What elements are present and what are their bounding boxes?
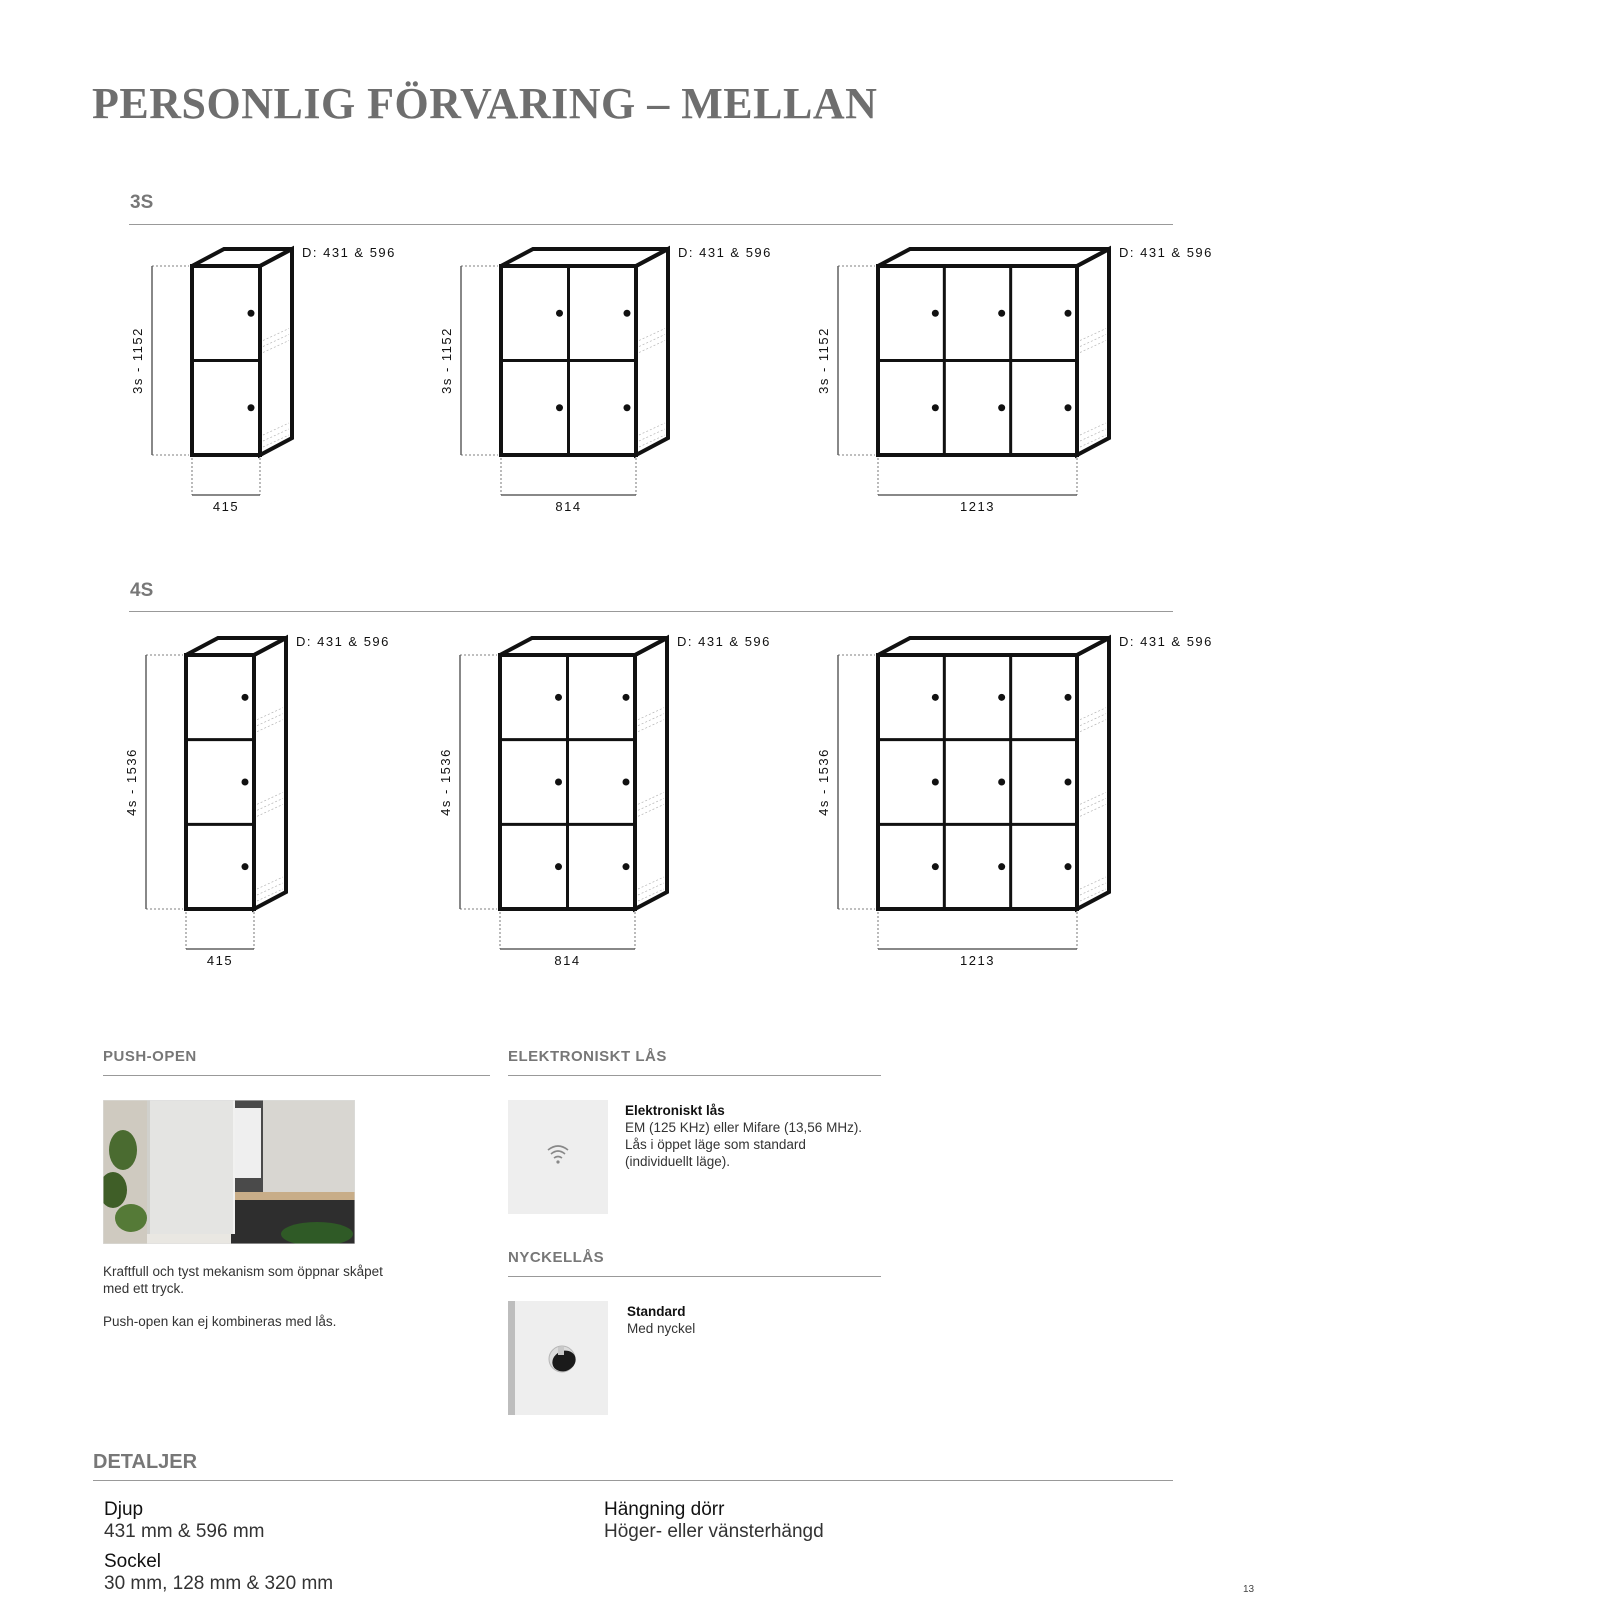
- cabinet-4s-2col-knob: [623, 779, 630, 786]
- cabinet-4s-3col-depth-label: D: 431 & 596: [1119, 634, 1213, 649]
- cabinet-3s-3col-knob: [998, 404, 1005, 411]
- push-open-description: Kraftfull och tyst mekanism som öppnar skåpet med ett tryck.: [103, 1264, 383, 1296]
- cabinet-4s-1col-knob: [242, 694, 249, 701]
- electronic-lock-heading: ELEKTRONISKT LÅS: [508, 1048, 667, 1065]
- cabinet-4s-1col-side-hatch: [257, 804, 283, 816]
- cabinet-3s-2col-side-hatch: [639, 423, 665, 435]
- cabinet-4s-2col-knob: [555, 863, 562, 870]
- cabinet-4s-2col-knob: [555, 694, 562, 701]
- cabinet-4s-1col-side-hatch: [257, 714, 283, 726]
- cabinet-4s-3col-top: [878, 638, 1109, 655]
- key-lock-text: [627, 1303, 867, 1337]
- cabinet-3s-2col-knob: [556, 310, 563, 317]
- cabinet-3s-1col-side-hatch: [263, 429, 289, 441]
- cabinet-4s-3col-knob: [998, 779, 1005, 786]
- cabinet-3s-1col-knob: [248, 310, 255, 317]
- electronic-lock-line-2: Lås i öppet läge som standard: [625, 1137, 806, 1152]
- cabinet-4s-3col-knob: [998, 863, 1005, 870]
- cabinet-4s-1col-side-hatch: [257, 798, 283, 810]
- cabinet-3s-3col-knob: [998, 310, 1005, 317]
- cabinet-4s-3col-side-hatch: [1080, 798, 1106, 810]
- cabinet-4s-1col-side-hatch: [257, 708, 283, 720]
- detail-djup-label: Djup: [104, 1499, 144, 1520]
- cabinet-4s-1col-side-hatch: [257, 792, 283, 804]
- cabinet-4s-1col-side-hatch: [257, 877, 283, 889]
- electronic-lock-line-3: (individuellt läge).: [625, 1154, 731, 1169]
- cabinet-4s-3col-side-hatch: [1080, 877, 1106, 889]
- cabinet-4s-3col-side: [1077, 638, 1109, 909]
- cabinet-4s-3col-height-label: 4s - 1536: [816, 748, 831, 816]
- cabinet-3s-2col-knob: [624, 404, 631, 411]
- cabinet-3s-1col-side-hatch: [263, 329, 289, 341]
- cabinet-4s-3col-knob: [1065, 863, 1072, 870]
- detail-djup-value: 431 mm & 596 mm: [104, 1521, 265, 1542]
- electronic-lock-title: Elektroniskt lås: [625, 1103, 725, 1118]
- cabinet-3s-3col-side-hatch: [1080, 341, 1106, 353]
- cabinet-4s-1col-depth-label: D: 431 & 596: [296, 634, 390, 649]
- details-heading: DETALJER: [93, 1451, 198, 1473]
- cabinet-4s-3col-side-hatch: [1080, 804, 1106, 816]
- cabinet-4s-1col-side: [254, 638, 286, 909]
- cabinet-4s-3col-knob: [998, 694, 1005, 701]
- cabinet-3s-1col-depth-label: D: 431 & 596: [302, 245, 396, 260]
- cabinet-3s-2col-depth-label: D: 431 & 596: [678, 245, 772, 260]
- push-open-heading: PUSH-OPEN: [103, 1048, 197, 1065]
- cabinet-3s-1col-height-label: 3s - 1152: [130, 327, 145, 394]
- cabinet-4s-2col-side: [635, 638, 667, 909]
- cabinet-3s-2col-knob: [624, 310, 631, 317]
- push-open-note: Push-open kan ej kombineras med lås.: [103, 1314, 337, 1329]
- cabinet-3s-2col-side-hatch: [639, 429, 665, 441]
- cabinet-4s-3col-side-hatch: [1080, 792, 1106, 804]
- cabinet-4s-1col-side-hatch: [257, 720, 283, 732]
- cabinet-4s-3col-front: [878, 655, 1077, 909]
- key-lock-rule: [508, 1276, 881, 1277]
- cabinet-4s-2col-side-hatch: [638, 804, 664, 816]
- cabinet-3s-3col-side-hatch: [1080, 429, 1106, 441]
- key-lock-heading: NYCKELLÅS: [508, 1249, 605, 1266]
- cabinet-4s-2col-height-label: 4s - 1536: [438, 748, 453, 816]
- cabinet-4s-2col-side-hatch: [638, 720, 664, 732]
- cabinet-3s-3col-side-hatch: [1080, 423, 1106, 435]
- detail-sockel-label: Sockel: [104, 1551, 162, 1572]
- cabinet-4s-3col-knob: [932, 779, 939, 786]
- push-open-rule: [103, 1075, 490, 1076]
- cabinet-4s-3col-knob: [932, 694, 939, 701]
- detail-hang-label: Hängning dörr: [604, 1499, 725, 1520]
- wifi-icon: [508, 1100, 608, 1214]
- key-lock-title: Standard: [627, 1304, 686, 1319]
- cabinet-4s-3col-knob: [932, 863, 939, 870]
- cabinet-3s-3col-knob: [1065, 404, 1072, 411]
- electronic-lock-text: [625, 1102, 885, 1170]
- cabinet-3s-3col-width-label: 1213: [960, 499, 995, 514]
- page-title: PERSONLIG FÖRVARING – MELLAN: [92, 79, 878, 128]
- cabinet-4s-2col-knob: [623, 694, 630, 701]
- cabinet-3s-2col-side-hatch: [639, 341, 665, 353]
- cabinet-3s-1col-width-label: 415: [212, 499, 240, 514]
- cabinet-3s-1col-side-hatch: [263, 341, 289, 353]
- cabinet-4s-2col-knob: [555, 779, 562, 786]
- cabinet-4s-3col-knob: [1065, 779, 1072, 786]
- cabinet-3s-2col-knob: [556, 404, 563, 411]
- cabinet-3s-2col-height-label: 3s - 1152: [439, 327, 454, 394]
- cabinet-4s-2col-side-hatch: [638, 708, 664, 720]
- cabinet-4s-2col-depth-label: D: 431 & 596: [677, 634, 771, 649]
- push-open-photo: [103, 1100, 355, 1244]
- electronic-lock-photo: [508, 1100, 608, 1214]
- cabinet-4s-2col-side-hatch: [638, 883, 664, 895]
- cabinet-3s-3col-depth-label: D: 431 & 596: [1119, 245, 1213, 260]
- section-label-4s: 4S: [130, 580, 154, 601]
- cabinet-3s-3col-side-hatch: [1080, 335, 1106, 347]
- page-number: 13: [1243, 1584, 1255, 1595]
- cabinet-4s-3col-side-hatch: [1080, 720, 1106, 732]
- cabinet-4s-3col-side-hatch: [1080, 883, 1106, 895]
- cabinet-4s-1col-knob: [242, 779, 249, 786]
- cabinet-4s-2col-width-label: 814: [554, 953, 581, 968]
- cabinet-4s-3col-knob: [1065, 694, 1072, 701]
- detail-sockel-value: 30 mm, 128 mm & 320 mm: [104, 1573, 334, 1594]
- cabinet-3s-2col-side-hatch: [639, 329, 665, 341]
- section-label-3s: 3S: [130, 192, 154, 213]
- cabinet-3s-3col-height-label: 3s - 1152: [816, 327, 831, 394]
- key-lock-photo: [508, 1301, 608, 1415]
- cabinet-4s-1col-width-label: 415: [206, 953, 234, 968]
- cabinet-3s-3col-side-hatch: [1080, 329, 1106, 341]
- cabinet-4s-3col-width-label: 1213: [960, 953, 995, 968]
- cabinet-4s-2col-side-hatch: [638, 877, 664, 889]
- cabinet-3s-3col-knob: [932, 310, 939, 317]
- cabinet-4s-1col-height-label: 4s - 1536: [124, 748, 139, 816]
- details-rule: [93, 1480, 1173, 1481]
- cabinet-4s-2col-side-hatch: [638, 714, 664, 726]
- electronic-lock-rule: [508, 1075, 881, 1076]
- cabinet-4s-3col-side-hatch: [1080, 714, 1106, 726]
- cabinet-4s-2col-side-hatch: [638, 792, 664, 804]
- cabinet-3s-3col-knob: [1065, 310, 1072, 317]
- cabinet-3s-2col-side-hatch: [639, 335, 665, 347]
- push-open-text: [103, 1263, 403, 1346]
- cabinet-3s-1col-side-hatch: [263, 423, 289, 435]
- key-lock-line-1: Med nyckel: [627, 1321, 696, 1336]
- detail-hang-value: Höger- eller vänsterhängd: [604, 1521, 824, 1542]
- electronic-lock-line-1: EM (125 KHz) eller Mifare (13,56 MHz).: [625, 1120, 863, 1135]
- cabinet-3s-3col-knob: [932, 404, 939, 411]
- cabinet-4s-2col-knob: [623, 863, 630, 870]
- cabinet-4s-1col-side-hatch: [257, 883, 283, 895]
- cabinet-4s-1col-knob: [242, 863, 249, 870]
- cabinet-3s-1col-side-hatch: [263, 335, 289, 347]
- cabinet-4s-2col-side-hatch: [638, 798, 664, 810]
- cabinet-4s-3col-side-hatch: [1080, 708, 1106, 720]
- cabinet-3s-2col-width-label: 814: [555, 499, 582, 514]
- cabinet-3s-1col-knob: [248, 404, 255, 411]
- cabinet-3s-3col-top: [878, 249, 1109, 266]
